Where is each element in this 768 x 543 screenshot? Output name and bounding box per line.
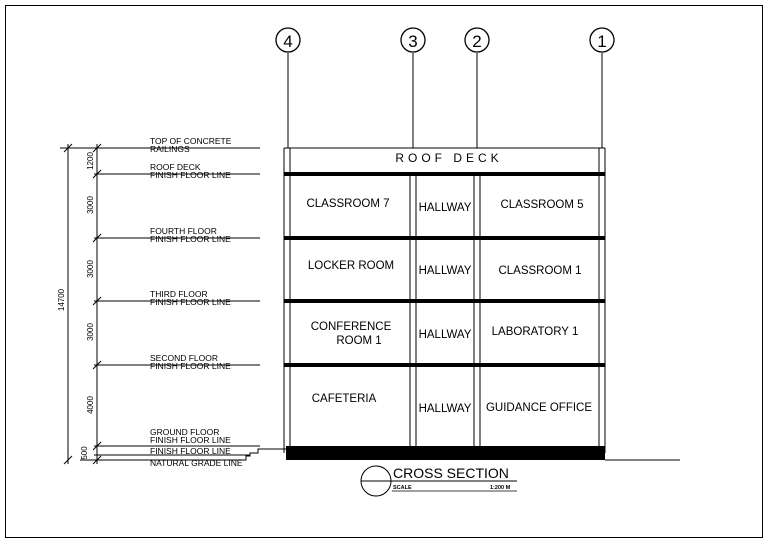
grid-bubble-4 [276,28,300,52]
grid-bubble-3 [401,28,425,52]
room-classroom-7: CLASSROOM 7 [306,198,390,210]
level-labels [150,136,243,468]
label-top-concrete-2: RAILINGS [150,144,190,154]
label-fourth-1: FOURTH FLOOR [150,226,217,236]
dimension-texts [57,152,95,460]
room-classroom-1: CLASSROOM 1 [498,265,582,277]
room-guidance-office: GUIDANCE OFFICE [485,402,593,414]
dim-fourth: 3000 [86,196,95,214]
label-roof-deck-1: ROOF DECK [150,162,201,172]
title-text: CROSS SECTION [393,465,509,481]
grid-label-4: 4 [283,32,293,51]
grid-bubble-1 [590,28,614,52]
room-hallway-2: HALLWAY [418,329,472,341]
scale-value: 1:200 M [490,485,511,491]
room-conference-line1: CONFERENCE [310,321,392,333]
label-top-concrete-1: TOP OF CONCRETE [150,136,232,146]
label-second-1: SECOND FLOOR [150,353,219,363]
room-hallway-1: HALLWAY [418,403,472,415]
dim-total: 14700 [57,288,66,312]
dim-third: 3000 [86,260,95,278]
label-second-2: FINISH FLOOR LINE [150,361,231,371]
room-locker-room: LOCKER ROOM [307,260,395,272]
label-ground-2: FINISH FLOOR LINE [150,435,231,445]
floor-slabs [284,172,605,460]
grid-axis-lines [288,53,602,148]
dim-base: 500 [80,446,89,460]
dim-railing: 1200 [86,152,95,170]
dimension-lines [64,144,101,464]
label-ground-1: GROUND FLOOR [150,427,220,437]
grid-label-1: 1 [597,32,607,51]
label-roof-deck-2: FINISH FLOOR LINE [150,170,231,180]
grid-bubble-2 [465,28,489,52]
room-hallway-4: HALLWAY [418,202,472,214]
grid-label-3: 3 [408,32,418,51]
label-natural-grade: NATURAL GRADE LINE [150,458,243,468]
label-third-1: THIRD FLOOR [150,289,208,299]
title-block [361,465,517,496]
room-cafeteria: CAFETERIA [311,393,377,405]
dim-second: 3000 [86,323,95,341]
room-labels [306,151,592,415]
label-fourth-2: FINISH FLOOR LINE [150,234,231,244]
room-laboratory-1: LABORATORY 1 [491,326,579,338]
room-hallway-3: HALLWAY [418,265,472,277]
dim-ground: 4000 [86,396,95,414]
scale-label: SCALE [393,485,412,491]
label-third-2: FINISH FLOOR LINE [150,297,231,307]
grid-label-2: 2 [472,32,482,51]
room-conference-line2: ROOM 1 [336,335,382,347]
room-classroom-5: CLASSROOM 5 [500,199,584,211]
room-roof-deck: ROOF DECK [395,151,503,165]
label-ground-3: FINISH FLOOR LINE [150,446,231,456]
